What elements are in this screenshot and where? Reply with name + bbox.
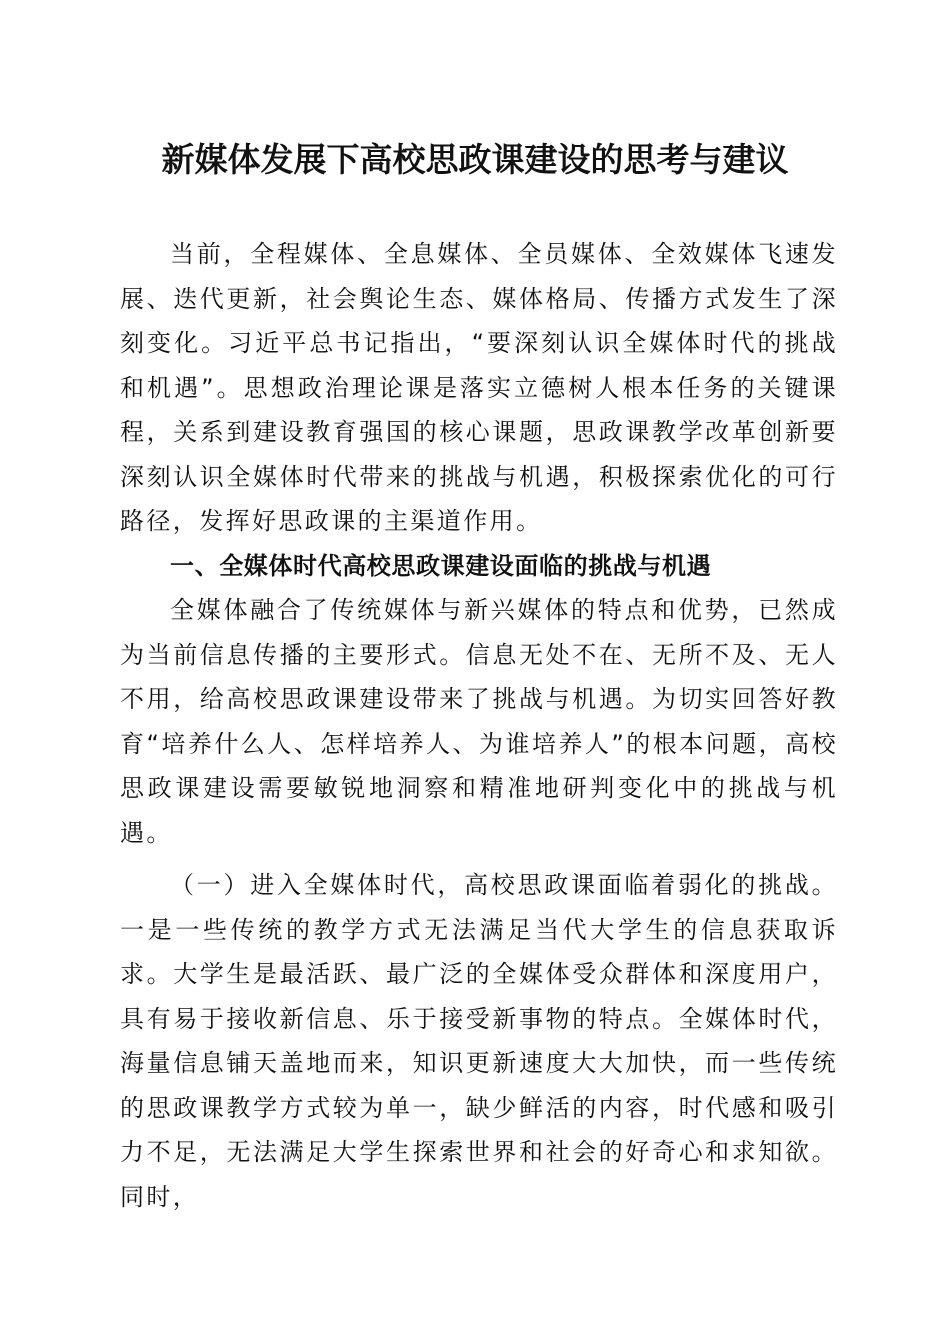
paragraph-intro: 当前，全程媒体、全息媒体、全员媒体、全效媒体飞速发展、迭代更新，社会舆论生态、媒体格局、传播方式发生了深刻变化。习近平总书记指出，“要深刻认识全媒体时代的挑战和机遇”。思想政治理论课是落实立德树人根本任务的关键课程，关系到建设教育强国的核心课题，思政课教学改革创新要深刻认识全媒体时代带来的挑战与机遇，积极探索优化的可行路径，发挥好思政课的主渠道作用。 [120,240,838,535]
paragraph-subsection-1: （一）进入全媒体时代，高校思政课面临着弱化的挑战。一是一些传统的教学方式无法满足当代大学生的信息获取诉求。大学生是最活跃、最广泛的全媒体受众群体和深度用户，具有易于接收新信息、乐于接受新事物的特点。全媒体时代，海量信息铺天盖地而来，知识更新速度大大加快，而一些传统的思政课教学方式较为单一，缺少鲜活的内容，时代感和吸引力不足，无法满足大学生探索世界和社会的好奇心和求知欲。同时， [120,871,838,1211]
section-heading-1: 一、全媒体时代高校思政课建设面临的挑战与机遇 [170,551,712,580]
document-body [120,232,838,1219]
paragraph-section-1: 全媒体融合了传统媒体与新兴媒体的特点和优势，已然成为当前信息传播的主要形式。信息无处不在、无所不及、无人不用，给高校思政课建设带来了挑战与机遇。为切实回答好教育“培养什么人、怎样培养人、为谁培养人”的根本问题，高校思政课建设需要敏锐地洞察和精准地研判变化中的挑战与机遇。 [120,596,838,847]
document-title: 新媒体发展下高校思政课建设的思考与建议 [161,140,789,179]
